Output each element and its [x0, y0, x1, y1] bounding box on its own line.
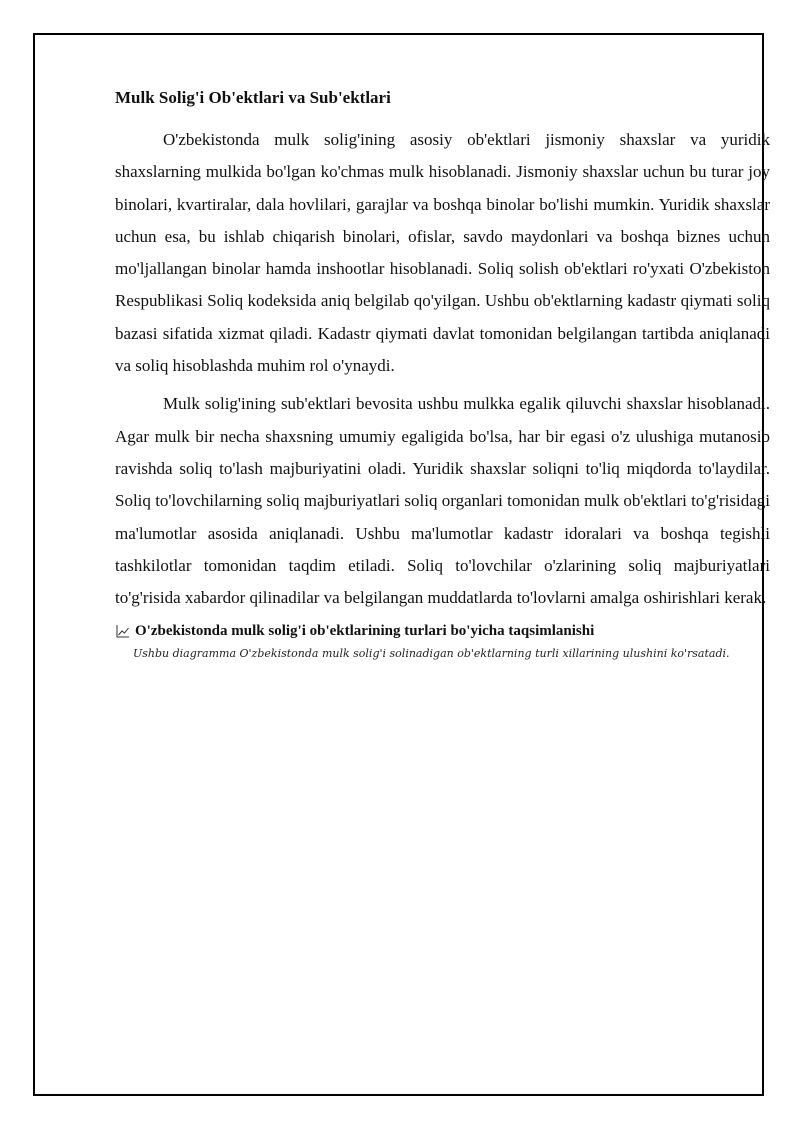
figure-caption: Ushbu diagramma O'zbekistonda mulk solig'i solinadigan ob'ektlarning turli xillarining ulushini ko'rsatadi. — [133, 647, 730, 661]
paragraph-subjects: Mulk solig'ining sub'ektlari bevosita ushbu mulkka egalik qiluvchi shaxslar hisoblanadi. Agar mulk bir necha shaxsning umumiy egaligida bo'lsa, har bir egasi o'z ulushiga mutanosib ravishda soliq to'lash majburiyatini oladi. Yuridik shaxslar soliqni to'liq miqdorda to'laydilar. Soliq to'lovchilarning soliq majburiyatlari soliq organlari tomonidan mulk ob'ektlari to'g'risidagi ma'lumotlar asosida aniqlanadi. Ushbu ma'lumotlar kadastr idoralari va boshqa tegishli tashkilotlar tomonidan taqdim etiladi. Soliq to'lovchilar o'zlarining soliq majburiyatlari to'g'risida xabardor qilinadilar va belgilangan muddatlarda to'lovlarni amalga oshirishlari kerak. — [115, 394, 770, 608]
chart-icon — [115, 623, 131, 639]
document-body — [115, 86, 770, 663]
figure-title-text: O'zbekistonda mulk solig'i ob'ektlarining turlari bo'yicha taqsimlanishi — [135, 623, 595, 640]
paragraph-objects: O'zbekistonda mulk solig'ining asosiy ob'ektlari jismoniy shaxslar va yuridik shaxslarning mulkida bo'lgan ko'chmas mulk hisoblanadi. Jismoniy shaxslar uchun bu turar joy binolari, kvartiralar, dala hovlilari, garajlar va boshqa binolar bo'lishi mumkin. Yuridik shaxslar uchun esa, bu ishlab chiqarish binolari, ofislar, savdo maydonlari va boshqa biznes uchun mo'ljallangan binolar hamda inshootlar hisoblanadi. Soliq solish ob'ektlari ro'yxati O'zbekiston Respublikasi Soliq kodeksida aniq belgilab qo'yilgan. Ushbu ob'ektlarning kadastr qiymati soliq bazasi sifatida xizmat qiladi. Kadastr qiymati davlat tomonidan belgilangan tartibda aniqlanadi va soliq hisoblashda muhim rol o'ynaydi. — [115, 130, 770, 376]
figure-title — [115, 620, 770, 642]
section-heading: Mulk Solig'i Ob'ektlari va Sub'ektlari — [115, 88, 391, 107]
